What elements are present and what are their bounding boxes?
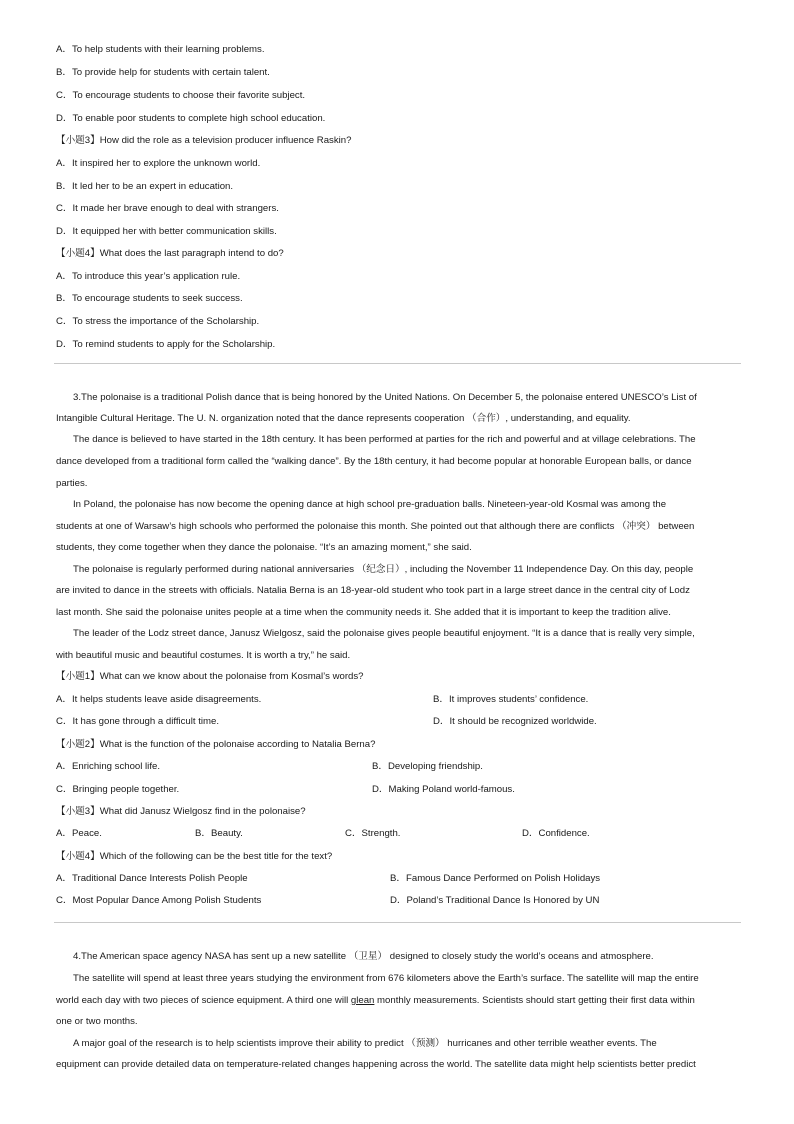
passage3-para2-line1: The dance is believed to have started in the 18th century. It has been performed at parties for the rich and powerful and at village celebrations. The (73, 434, 696, 445)
option-d: D．It should be recognized worldwide. (433, 716, 597, 727)
passage4-para2-line1: The satellite will spend at least three years studying the environment from 676 kilometers above the Earth’s surface. The satellite will map the entire (73, 973, 699, 984)
option-b: B．To provide help for students with certain talent. (56, 67, 270, 78)
question-1-stem: 【小题1】What can we know about the polonaise from Kosmal’s words? (56, 671, 364, 682)
passage4-para3-line2: equipment can provide detailed data on temperature-related changes happening across the world. The satellite data might help scientists better predict (56, 1059, 696, 1070)
passage3-para5-line2: with beautiful music and beautiful costumes. It is worth a try,” he said. (56, 650, 351, 661)
option-b: B．Beauty. (195, 828, 243, 839)
question-4-stem: 【小题4】Which of the following can be the best title for the text? (56, 851, 333, 862)
passage3-para3-line2: students at one of Warsaw’s high schools who performed the polonaise this month. She pointed out that although there are conflicts （冲突） between (56, 521, 695, 532)
passage3-para3-line3: students, they come together when they dance the polonaise. “It’s an amazing moment,” she said. (56, 542, 472, 553)
option-a: A．It inspired her to explore the unknown world. (56, 158, 261, 169)
text-segment: monthly measurements. Scientists should start getting their first data within (374, 995, 695, 1006)
option-a: A．Enriching school life. (56, 761, 160, 772)
option-b: B．It led her to be an expert in education. (56, 181, 234, 192)
passage3-para2-line3: parties. (56, 478, 88, 489)
passage4-para2-line2 (56, 994, 695, 1008)
option-d: D．Poland’s Traditional Dance Is Honored by UN (390, 895, 600, 906)
passage3-para4-line1: The polonaise is regularly performed during national anniversaries （纪念日）, including the November 11 Independence Day. On this day, people (73, 564, 694, 575)
option-c: C．It made her brave enough to deal with strangers. (56, 203, 279, 214)
option-c: C．Bringing people together. (56, 784, 180, 795)
option-d: D．To enable poor students to complete high school education. (56, 113, 326, 124)
passage3-para1-line1: 3.The polonaise is a traditional Polish dance that is being honored by the United Nations. On December 5, the polonaise entered UNESCO’s List of (73, 392, 697, 403)
passage3-para3-line1: In Poland, the polonaise has now become the opening dance at high school pre-graduation balls. Nineteen-year-old Kosmal was among the (73, 499, 667, 510)
text-segment: world each day with two pieces of science equipment. A third one will (56, 995, 351, 1006)
option-c: C．To stress the importance of the Scholarship. (56, 316, 260, 327)
option-a: A．To help students with their learning problems. (56, 44, 265, 55)
option-b: B．Developing friendship. (372, 761, 483, 772)
option-a: A．To introduce this year’s application rule. (56, 271, 241, 282)
option-d: D．Confidence. (522, 828, 590, 839)
option-a: A．It helps students leave aside disagreements. (56, 694, 262, 705)
option-a: A．Traditional Dance Interests Polish People (56, 873, 248, 884)
option-c: C．Most Popular Dance Among Polish Students (56, 895, 262, 906)
passage3-para4-line2: are invited to dance in the streets with officials. Natalia Berna is an 18-year-old student who took part in a large street dance in the central city of Lodz (56, 585, 690, 596)
option-d: D．To remind students to apply for the Scholarship. (56, 339, 276, 350)
passage3-para5-line1: The leader of the Lodz street dance, Janusz Wielgosz, said the polonaise gives people beautiful enjoyment. “It is a dance that is really very simple, (73, 628, 695, 639)
question-3-stem: 【小题3】How did the role as a television producer influence Raskin? (56, 135, 352, 146)
option-b: B．It improves students’ confidence. (433, 694, 589, 705)
passage3-para1-line2: Intangible Cultural Heritage. The U. N. organization noted that the dance represents cooperation （合作）, understanding, and equality. (56, 413, 631, 424)
option-b: B．Famous Dance Performed on Polish Holidays (390, 873, 601, 884)
passage4-para2-line3: one or two months. (56, 1016, 138, 1027)
passage3-para2-line2: dance developed from a traditional form called the “walking dance”. By the 18th century, it had become popular at honorable European balls, or dance (56, 456, 692, 467)
section-divider (54, 922, 741, 923)
option-c: C．It has gone through a difficult time. (56, 716, 220, 727)
underlined-word: glean (350, 995, 375, 1006)
passage4-para3-line1: A major goal of the research is to help scientists improve their ability to predict （预测） hurricanes and other terrible weather events. The (73, 1038, 657, 1049)
option-c: C．To encourage students to choose their favorite subject. (56, 90, 306, 101)
option-c: C．Strength. (345, 828, 401, 839)
question-2-stem: 【小题2】What is the function of the polonaise according to Natalia Berna? (56, 739, 376, 750)
question-3-stem: 【小题3】What did Janusz Wielgosz find in the polonaise? (56, 806, 306, 817)
option-d: D．Making Poland world-famous. (372, 784, 515, 795)
option-a: A．Peace. (56, 828, 102, 839)
option-d: D．It equipped her with better communication skills. (56, 226, 277, 237)
section-divider (54, 363, 741, 364)
option-b: B．To encourage students to seek success. (56, 293, 243, 304)
question-4-stem: 【小题4】What does the last paragraph intend to do? (56, 248, 284, 259)
passage4-para1: 4.The American space agency NASA has sent up a new satellite （卫星） designed to closely study the world’s oceans and atmosphere. (73, 951, 654, 962)
passage3-para4-line3: last month. She said the polonaise unites people at a time when the community needs it. She added that it is important to keep the tradition alive. (56, 607, 671, 618)
